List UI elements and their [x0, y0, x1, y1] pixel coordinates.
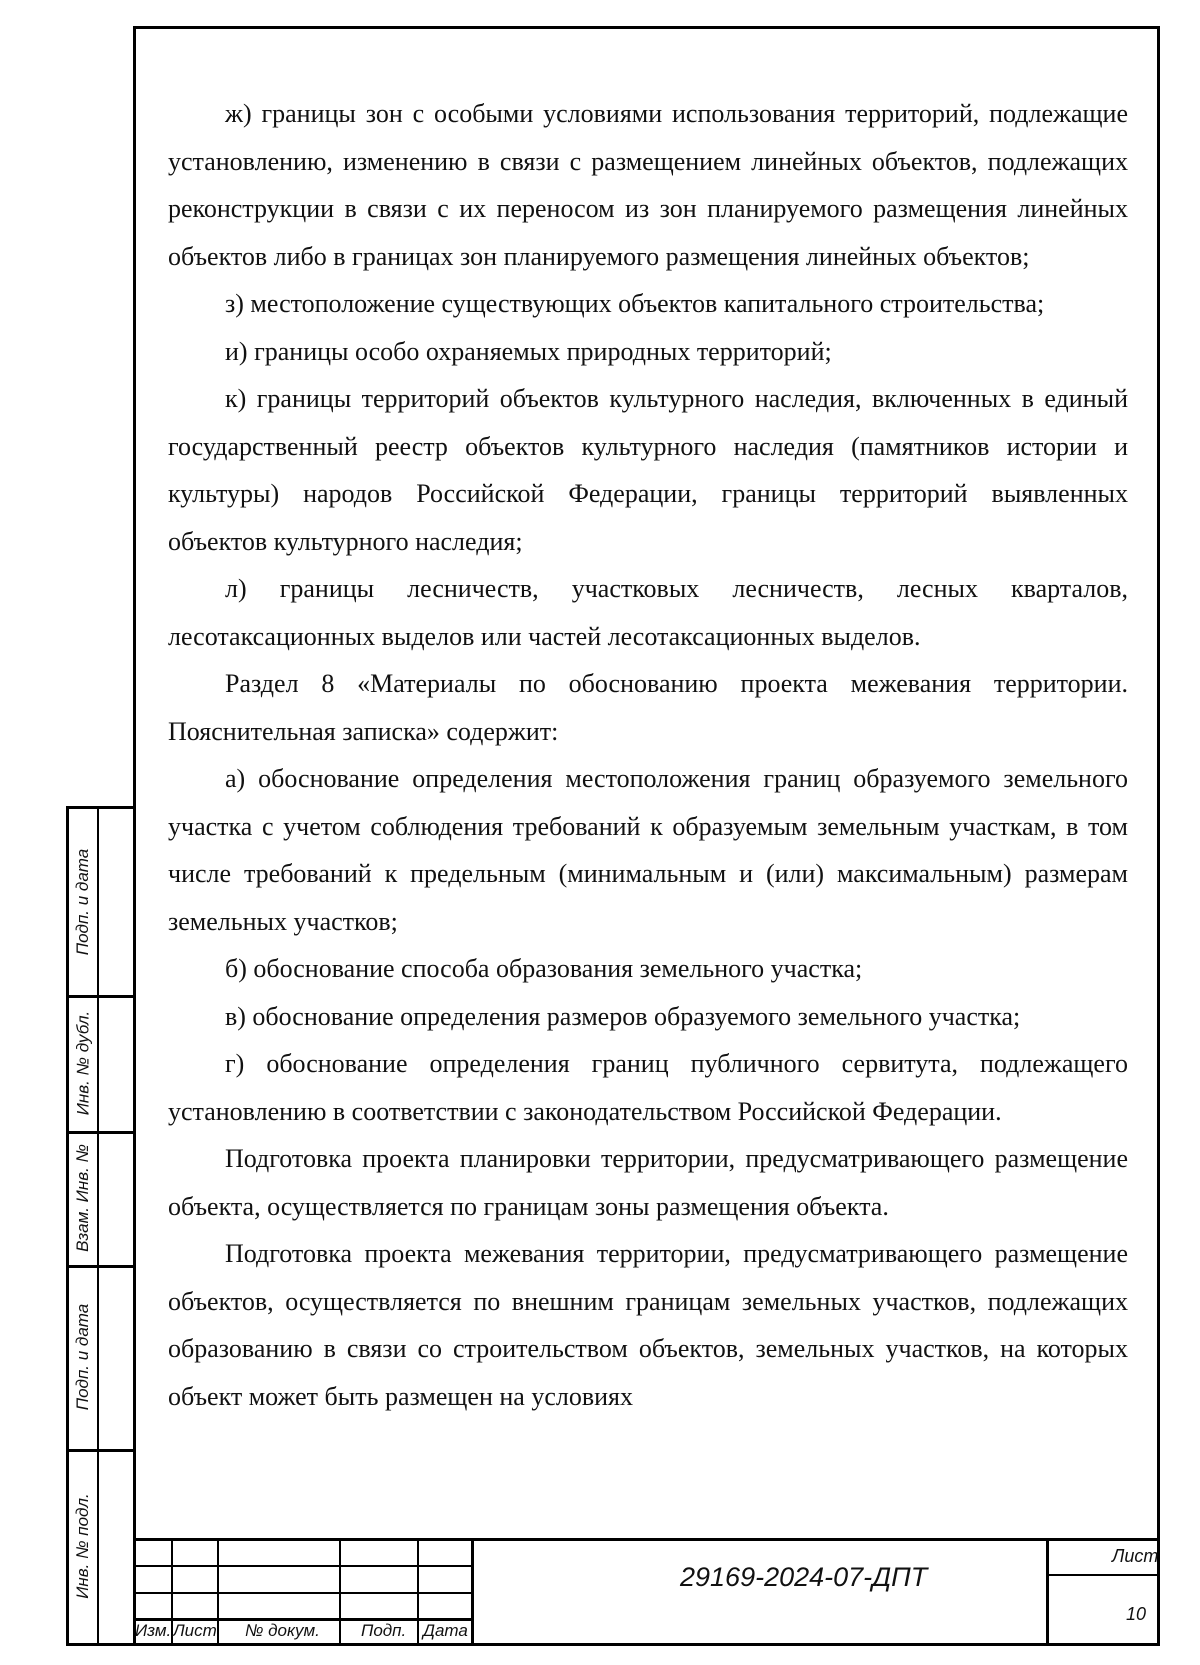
col-header-list: Лист [173, 1621, 217, 1640]
paragraph-z: з) местоположение существующих объектов капитального строительства; [225, 289, 1045, 318]
title-block-col-line [217, 1538, 219, 1646]
paragraph-l: л) границы лесничеств, участковых лесничеств, лесных кварталов, лесотаксационных выделов или частей лесотаксационных выделов. [168, 574, 1128, 651]
side-stamp-divider [97, 809, 99, 1643]
paragraph-g: г) обоснование определения границ публичного сервитута, подлежащего установлению в соответствии с законодательством Российской Федерации. [168, 1049, 1128, 1126]
side-label-vzam-inv: Взам. Инв. № [73, 1144, 93, 1252]
sheet-number: 10 [1126, 1604, 1147, 1624]
paragraph-section-8: Раздел 8 «Материалы по обоснованию проекта межевания территории. Пояснительная записка» содержит: [168, 669, 1128, 746]
title-block-top-line [133, 1538, 1160, 1541]
title-block-row-line [133, 1565, 473, 1567]
paragraph-a: а) обоснование определения местоположения границ образуемого земельного участка с учетом соблюдения требований к образуемым земельным участкам, в том числе требований к предельным (минимальным и (или) максимальным) размерам земельных участков; [168, 764, 1128, 936]
paragraph-k: к) границы территорий объектов культурного наследия, включенных в единый государственный реестр объектов культурного наследия (памятников истории и культуры) народов Российской Федерации, границы территорий выявленных объектов культурного наследия; [168, 384, 1128, 556]
sheet-label: Лист [1112, 1546, 1159, 1566]
col-header-izm: Изм. [135, 1621, 172, 1640]
paragraph-planning: Подготовка проекта планировки территории, предусматривающего размещение объекта, осуществляется по границам зоны размещения объекта. [168, 1144, 1128, 1221]
title-block-col-line [1046, 1538, 1049, 1646]
document-number: 29169-2024-07-ДПТ [680, 1562, 928, 1592]
col-header-doc: № докум. [245, 1621, 320, 1640]
col-header-date: Дата [423, 1621, 468, 1640]
side-label-inv-orig: Инв. № подл. [73, 1493, 92, 1599]
side-stamp [66, 806, 136, 1646]
title-block-col-line [339, 1538, 341, 1646]
title-block-col-line [417, 1538, 419, 1646]
paragraph-b: б) обоснование способа образования земельного участка; [225, 954, 863, 983]
col-header-sign: Подп. [361, 1621, 407, 1640]
side-label-signature-date-1: Подп. и дата [73, 848, 92, 956]
title-block-row-line [133, 1592, 473, 1594]
paragraph-v: в) обоснование определения размеров образуемого земельного участка; [225, 1001, 1021, 1031]
side-label-inv-dupl: Инв. № дубл. [73, 1010, 92, 1116]
sheet-cell-line [1048, 1574, 1160, 1576]
title-block-col-line [471, 1538, 474, 1646]
paragraph-surveying: Подготовка проекта межевания территории, предусматривающего размещение объектов, осуществляется по внешним границам земельных участков, подлежащих образованию в связи со строительством объектов, земельных участков, на которых объект может быть размещен на условиях [168, 1239, 1128, 1411]
side-label-signature-date-2: Подп. и дата [73, 1303, 92, 1411]
paragraph-zh: ж) границы зон с особыми условиями использования территорий, подлежащие установлению, изменению в связи с размещением линейных объектов, подлежащих реконструкции в связи с их переносом из зон планируемого размещения линейных объектов либо в границах зон планируемого размещения линейных объектов; [168, 99, 1128, 271]
title-block [133, 1538, 1160, 1646]
paragraph-i: и) границы особо охраняемых природных территорий; [225, 336, 832, 366]
document-body [168, 90, 1128, 1420]
